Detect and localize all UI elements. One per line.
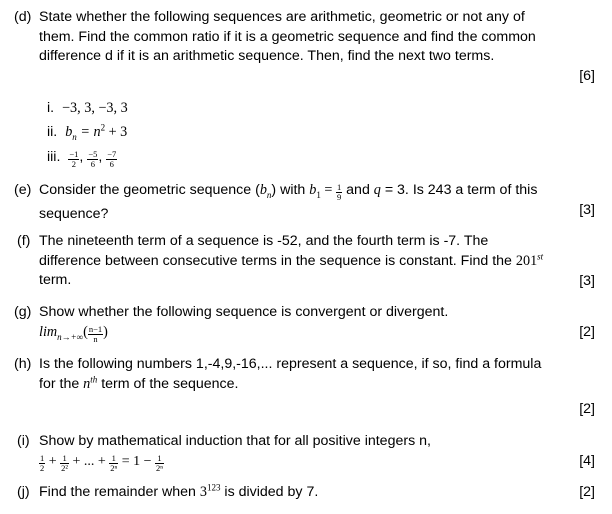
question-g-marks: [2]: [579, 324, 595, 340]
item-iii-frac-2: $\frac{-5}{6}$: [88, 149, 98, 169]
question-j-text: Find the remainder when $3^{123}$ is divided by 7.: [39, 482, 319, 500]
item-iii-frac-1: $\frac{-1}{2}$: [69, 149, 79, 169]
question-i-label: (i): [17, 433, 30, 449]
item-i-expr: −3, 3, −3, 3: [62, 100, 128, 116]
question-f-marks: [3]: [579, 273, 595, 289]
question-g-label: (g): [14, 304, 32, 320]
formula-frac-2: $\frac{1}{\text{2²}}$: [61, 453, 68, 473]
question-e-marks: [3]: [579, 202, 595, 218]
question-d-text: State whether the following sequences are arithmetic, geometric or not any of them. Find the common ratio if it is a geometric sequence and find the common difference d if it is an arithmetic sequence. Then, find the next two terms.: [39, 9, 536, 65]
question-f-text: The nineteenth term of a sequence is -52, and the fourth term is -7. The difference between consecutive terms in the sequence is constant. Find the 201st term.: [39, 233, 544, 289]
question-f-label: (f): [17, 233, 31, 249]
question-d-label: (d): [14, 9, 32, 25]
question-i-formula: $\frac{1}{2}$ + $\frac{1}{\text{2²}}$ + ... + $\frac{1}{\text{2ⁿ}}$ = 1 − $\frac{1}{\text{2ⁿ}}$: [40, 453, 163, 473]
item-ii-rest: = n: [76, 124, 101, 140]
item-i-label: i.: [47, 100, 55, 116]
item-ii-label: ii.: [47, 124, 58, 140]
question-i-text: Show by mathematical induction that for all positive integers n,: [39, 433, 431, 449]
question-j-marks: [2]: [579, 484, 595, 500]
item-iii-frac-3: $\frac{-7}{6}$: [107, 149, 117, 169]
question-e-text: Consider the geometric sequence $(b_n)$ with $b_1$ = $\frac{1}{9}$ and q = 3. Is 243 a term of this sequence?: [39, 182, 538, 223]
formula-frac-1: $\frac{1}{2}$: [40, 453, 45, 473]
question-e-fraction: $\frac{1}{9}$: [336, 182, 342, 202]
question-h-marks: [2]: [579, 401, 595, 417]
question-g-text: Show whether the following sequence is convergent or divergent.: [39, 304, 449, 320]
question-d-item-i: [47, 98, 128, 118]
item-iii-sep: ,: [98, 149, 103, 165]
question-h-label: (h): [14, 356, 32, 372]
formula-frac-4: $\frac{1}{\text{2ⁿ}}$: [156, 453, 163, 473]
question-d-marks: [6]: [579, 68, 595, 84]
question-e-label: (e): [14, 182, 32, 198]
formula-frac-3: $\frac{1}{\text{2ⁿ}}$: [110, 453, 118, 473]
item-ii-b: b: [65, 124, 73, 140]
question-d-item-ii: [47, 122, 127, 147]
question-j-label: (j): [17, 484, 30, 500]
item-ii-sup: 2: [100, 122, 106, 133]
item-iii-sep: ,: [79, 149, 84, 165]
question-g-fraction: $\frac{n-1}{n}$: [88, 324, 103, 344]
question-d-item-iii: [47, 147, 117, 169]
question-g-limit: $\lim_{n\to+\infty}$( $\frac{n-1}{n}$ ): [39, 324, 108, 344]
item-ii-sub: n: [72, 131, 77, 142]
item-ii-tail: + 3: [105, 124, 128, 140]
question-h-text: Is the following numbers 1,-4,9,-16,... represent a sequence, if so, find a formula for the $n^{th}$ term of the sequence.: [39, 356, 542, 392]
item-iii-label: iii.: [47, 149, 61, 165]
question-i-marks: [4]: [579, 453, 595, 469]
